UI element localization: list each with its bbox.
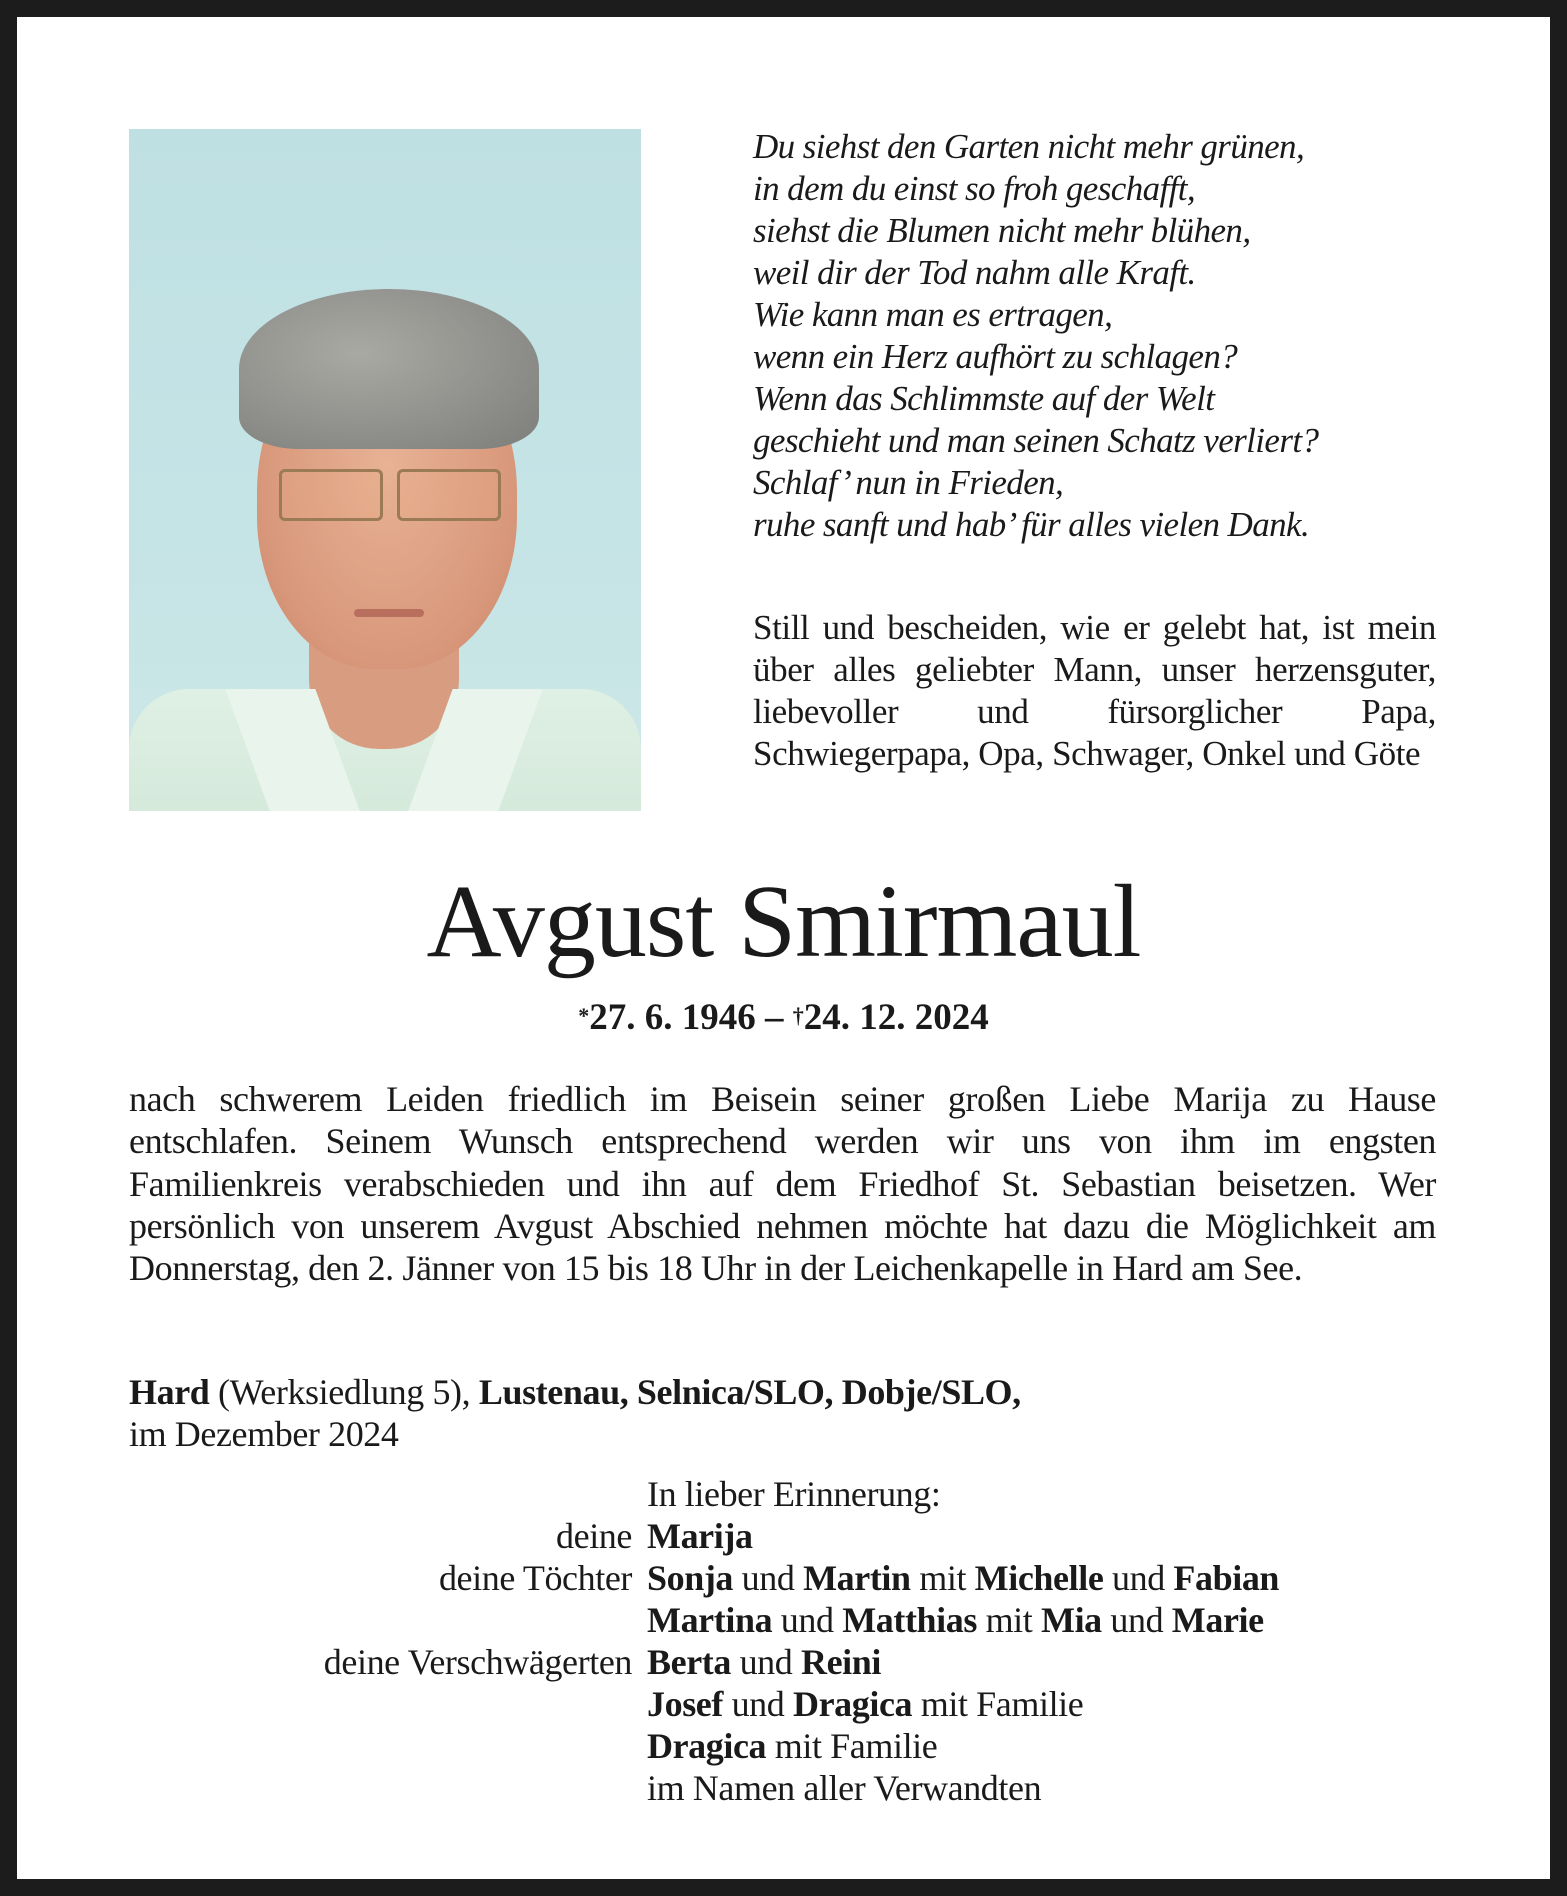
family-connector-text: im Namen aller Verwandten <box>647 1768 1042 1808</box>
life-dates <box>0 996 1567 1040</box>
family-relation-label: deine Töchter <box>438 1558 632 1598</box>
body-paragraph: nach schwerem Leiden friedlich im Beisein seiner großen Liebe Marija zu Hause entschlafen. Seinem Wunsch entsprechend werden wir uns von ihm im engsten Familienkreis verabschieden und ihn auf dem Friedhof St. Sebastian beisetzen. Wer persönlich von unserem Avgust Abschied nehmen möchte hat dazu die Möglichkeit am Donnerstag, den 2. Jänner von 15 bis 18 Uhr in der Leichenkapelle in Hard am See. <box>129 1079 1436 1289</box>
family-member-name: Marie <box>1171 1600 1264 1640</box>
family-connector-text: und <box>730 1642 801 1682</box>
family-relation-label: deine <box>556 1516 632 1556</box>
family-connector-text: und <box>733 1558 804 1598</box>
poem-line: siehst die Blumen nicht mehr blühen, <box>753 211 1251 250</box>
family-connector-text: mit Familie <box>766 1726 938 1766</box>
family-member-name: Mia <box>1041 1600 1102 1640</box>
family-member-name: Fabian <box>1173 1558 1280 1598</box>
family-row <box>0 1767 1567 1809</box>
family-member-name: Martina <box>647 1600 773 1640</box>
photo-glasses <box>279 469 499 519</box>
family-member-name: Matthias <box>842 1600 977 1640</box>
poem-line: Wenn das Schlimmste auf der Welt <box>753 379 1215 418</box>
family-row <box>0 1557 1567 1599</box>
poem-line: ruhe sanft und hab’ für alles vielen Dank. <box>753 505 1310 544</box>
memory-heading: In lieber Erinnerung: <box>647 1474 941 1514</box>
death-date: 24. 12. 2024 <box>803 997 989 1038</box>
family-list <box>0 1515 1567 1809</box>
poem-line: in dem du einst so froh geschafft, <box>753 169 1196 208</box>
family-row <box>0 1683 1567 1725</box>
family-names <box>647 1725 937 1767</box>
family-member-name: Michelle <box>974 1558 1104 1598</box>
poem-line: Wie kann man es ertragen, <box>753 295 1113 334</box>
family-member-name: Sonja <box>647 1558 734 1598</box>
family-row <box>0 1725 1567 1767</box>
birth-symbol: * <box>578 1003 590 1028</box>
family-names <box>647 1515 753 1557</box>
family-member-name: Reini <box>800 1642 881 1682</box>
family-connector-text: mit <box>976 1600 1041 1640</box>
family-connector-text: mit <box>910 1558 975 1598</box>
photo-mouth <box>354 609 424 617</box>
family-connector-text: und <box>772 1600 843 1640</box>
family-member-name: Martin <box>803 1558 911 1598</box>
family-names <box>647 1683 1083 1725</box>
poem-line: Schlaf’ nun in Frieden, <box>753 463 1064 502</box>
deceased-name: Avgust Smirmaul <box>426 864 1141 979</box>
family-names <box>647 1599 1264 1641</box>
place-address: (Werksiedlung 5), <box>209 1372 479 1412</box>
family-names <box>647 1557 1279 1599</box>
family-member-name: Berta <box>647 1642 731 1682</box>
poem-line: weil dir der Tod nahm alle Kraft. <box>753 253 1196 292</box>
family-names <box>647 1641 881 1683</box>
poem-line: wenn ein Herz aufhört zu schlagen? <box>753 337 1238 376</box>
family-connector-text: mit Familie <box>912 1684 1084 1724</box>
family-connector-text: und <box>1101 1600 1172 1640</box>
family-relation-label: deine Verschwägerten <box>323 1642 632 1682</box>
family-row <box>0 1599 1567 1641</box>
family-member-name: Dragica <box>793 1684 913 1724</box>
birth-date: 27. 6. 1946 <box>589 997 756 1038</box>
family-member-name: Dragica <box>647 1726 767 1766</box>
poem-line: geschieht und man seinen Schatz verliert? <box>753 421 1319 460</box>
intro-paragraph: Still und bescheiden, wie er gelebt hat, ist mein über alles geliebter Mann, unser herzensguter, liebevoller und fürsorglicher Papa, Schwiegerpapa, Opa, Schwager, Onkel und Göte <box>753 608 1436 773</box>
photo-hair <box>239 289 539 449</box>
poem-line: Du siehst den Garten nicht mehr grünen, <box>753 127 1305 166</box>
family-row <box>0 1515 1567 1557</box>
notice-date: im Dezember 2024 <box>129 1414 399 1454</box>
place-hard: Hard <box>129 1372 210 1412</box>
family-connector-text: und <box>1103 1558 1174 1598</box>
death-symbol: † <box>792 1003 804 1028</box>
family-row <box>0 1641 1567 1683</box>
family-connector-text: und <box>722 1684 793 1724</box>
portrait-photo <box>129 129 641 811</box>
place-and-date <box>129 1371 1021 1455</box>
date-dash: – <box>755 997 793 1038</box>
poem <box>753 126 1318 546</box>
place-others: Lustenau, Selnica/SLO, Dobje/SLO, <box>478 1372 1021 1412</box>
family-member-name: Marija <box>647 1516 753 1556</box>
family-names <box>647 1767 1041 1809</box>
family-member-name: Josef <box>647 1684 723 1724</box>
